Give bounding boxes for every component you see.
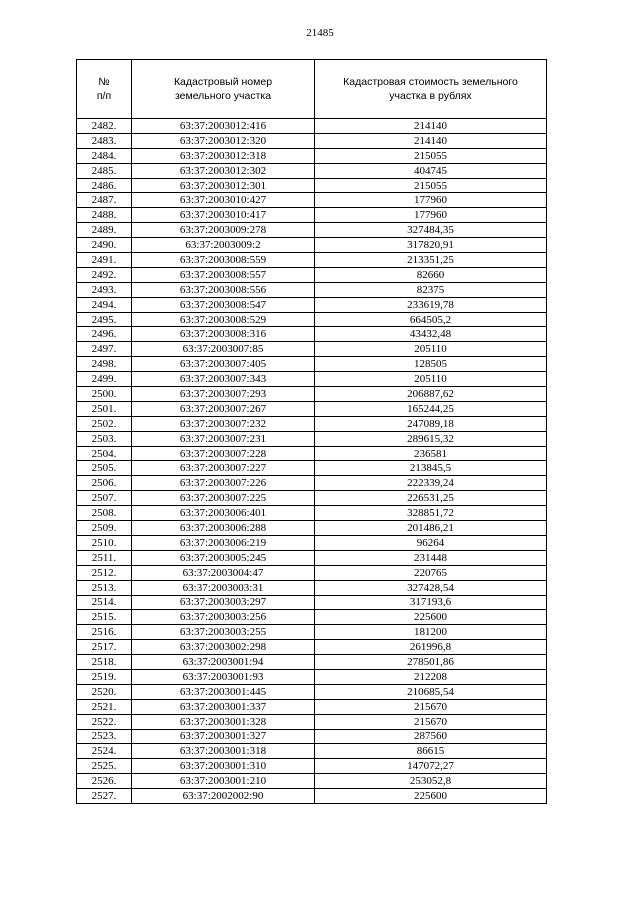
row-number-cell: 2492. (77, 267, 132, 282)
cadastral-value-cell: 181200 (315, 625, 547, 640)
header-cadastral-value-line-2: участка в рублях (389, 90, 472, 102)
cadastral-value-cell: 261996,8 (315, 640, 547, 655)
header-cadastral-number (132, 60, 315, 119)
table-row (77, 521, 547, 536)
cadastral-number-cell: 63:37:2003001:310 (132, 759, 315, 774)
cadastral-value-cell: 86615 (315, 744, 547, 759)
cadastral-value-cell: 215670 (315, 714, 547, 729)
cadastral-value-cell: 165244,25 (315, 401, 547, 416)
cadastral-number-cell: 63:37:2003006:401 (132, 506, 315, 521)
table-row (77, 238, 547, 253)
cadastral-number-cell: 63:37:2003008:316 (132, 327, 315, 342)
cadastral-value-cell: 327484,35 (315, 223, 547, 238)
cadastral-value-cell: 215055 (315, 178, 547, 193)
row-number-cell: 2485. (77, 163, 132, 178)
row-number-cell: 2484. (77, 148, 132, 163)
row-number-cell: 2521. (77, 699, 132, 714)
table-row (77, 610, 547, 625)
row-number-cell: 2494. (77, 297, 132, 312)
table-row (77, 223, 547, 238)
cadastral-number-cell: 63:37:2003010:417 (132, 208, 315, 223)
row-number-cell: 2508. (77, 506, 132, 521)
table-row (77, 565, 547, 580)
cadastral-value-cell: 212208 (315, 669, 547, 684)
cadastral-number-cell: 63:37:2003001:210 (132, 774, 315, 789)
row-number-cell: 2504. (77, 446, 132, 461)
cadastral-value-cell: 287560 (315, 729, 547, 744)
cadastral-number-cell: 63:37:2003007:226 (132, 476, 315, 491)
table-row (77, 178, 547, 193)
cadastral-value-cell: 214140 (315, 119, 547, 134)
header-number (77, 60, 132, 119)
cadastral-value-cell: 205110 (315, 342, 547, 357)
row-number-cell: 2486. (77, 178, 132, 193)
row-number-cell: 2507. (77, 491, 132, 506)
cadastral-number-cell: 63:37:2003007:343 (132, 372, 315, 387)
row-number-cell: 2523. (77, 729, 132, 744)
table-row (77, 163, 547, 178)
cadastral-value-cell: 253052,8 (315, 774, 547, 789)
row-number-cell: 2499. (77, 372, 132, 387)
cadastral-value-cell: 213845,5 (315, 461, 547, 476)
cadastral-value-cell: 215055 (315, 148, 547, 163)
cadastral-number-cell: 63:37:2003008:547 (132, 297, 315, 312)
cadastral-value-cell: 247089,18 (315, 416, 547, 431)
cadastral-value-cell: 225600 (315, 789, 547, 804)
table-row (77, 208, 547, 223)
row-number-cell: 2490. (77, 238, 132, 253)
cadastral-value-cell: 231448 (315, 550, 547, 565)
row-number-cell: 2520. (77, 684, 132, 699)
row-number-cell: 2489. (77, 223, 132, 238)
row-number-cell: 2482. (77, 119, 132, 134)
table-row (77, 327, 547, 342)
cadastral-number-cell: 63:37:2003008:559 (132, 253, 315, 268)
cadastral-value-cell: 177960 (315, 193, 547, 208)
header-cadastral-number-line-2: земельного участка (174, 90, 272, 102)
table-row (77, 431, 547, 446)
cadastral-number-cell: 63:37:2003010:427 (132, 193, 315, 208)
row-number-cell: 2511. (77, 550, 132, 565)
table-row (77, 699, 547, 714)
table-row (77, 476, 547, 491)
cadastral-number-cell: 63:37:2003009:278 (132, 223, 315, 238)
cadastral-number-cell: 63:37:2003009:2 (132, 238, 315, 253)
row-number-cell: 2512. (77, 565, 132, 580)
cadastral-number-cell: 63:37:2003007:231 (132, 431, 315, 446)
cadastral-number-cell: 63:37:2003007:267 (132, 401, 315, 416)
row-number-cell: 2483. (77, 133, 132, 148)
table-row (77, 133, 547, 148)
cadastral-value-cell: 226531,25 (315, 491, 547, 506)
table-row (77, 789, 547, 804)
cadastral-value-cell: 96264 (315, 535, 547, 550)
header-cadastral-number-line-1: Кадастровый номер (173, 76, 273, 88)
cadastral-number-cell: 63:37:2003007:232 (132, 416, 315, 431)
cadastral-number-cell: 63:37:2003001:445 (132, 684, 315, 699)
cadastral-value-cell: 222339,24 (315, 476, 547, 491)
row-number-cell: 2525. (77, 759, 132, 774)
cadastral-value-cell: 317820,91 (315, 238, 547, 253)
row-number-cell: 2496. (77, 327, 132, 342)
table-row (77, 759, 547, 774)
cadastral-number-cell: 63:37:2003012:301 (132, 178, 315, 193)
cadastral-number-cell: 63:37:2003001:318 (132, 744, 315, 759)
cadastral-number-cell: 63:37:2003007:405 (132, 357, 315, 372)
cadastral-value-cell: 177960 (315, 208, 547, 223)
cadastral-value-cell: 128505 (315, 357, 547, 372)
table-row (77, 357, 547, 372)
cadastral-value-cell: 289615,32 (315, 431, 547, 446)
cadastral-value-cell: 205110 (315, 372, 547, 387)
cadastral-number-cell: 63:37:2003007:293 (132, 387, 315, 402)
row-number-cell: 2515. (77, 610, 132, 625)
row-number-cell: 2498. (77, 357, 132, 372)
table-row (77, 655, 547, 670)
table-row (77, 193, 547, 208)
table-row (77, 625, 547, 640)
row-number-cell: 2493. (77, 282, 132, 297)
cadastral-number-cell: 63:37:2003007:85 (132, 342, 315, 357)
row-number-cell: 2527. (77, 789, 132, 804)
cadastral-value-cell: 214140 (315, 133, 547, 148)
row-number-cell: 2487. (77, 193, 132, 208)
cadastral-number-cell: 63:37:2003005:245 (132, 550, 315, 565)
row-number-cell: 2522. (77, 714, 132, 729)
row-number-cell: 2505. (77, 461, 132, 476)
cadastral-number-cell: 63:37:2003001:94 (132, 655, 315, 670)
cadastral-value-cell: 233619,78 (315, 297, 547, 312)
cadastral-number-cell: 63:37:2003007:227 (132, 461, 315, 476)
cadastral-number-cell: 63:37:2003007:228 (132, 446, 315, 461)
row-number-cell: 2514. (77, 595, 132, 610)
page-number: 21485 (306, 27, 334, 39)
cadastral-value-cell: 664505,2 (315, 312, 547, 327)
table-row (77, 640, 547, 655)
row-number-cell: 2513. (77, 580, 132, 595)
cadastral-value-cell: 225600 (315, 610, 547, 625)
cadastral-number-cell: 63:37:2003003:297 (132, 595, 315, 610)
table-body (77, 119, 547, 804)
table-row (77, 297, 547, 312)
table-row (77, 312, 547, 327)
cadastral-value-cell: 206887,62 (315, 387, 547, 402)
header-number-line-1: № (98, 76, 110, 88)
cadastral-value-cell: 317193,6 (315, 595, 547, 610)
cadastral-number-cell: 63:37:2003002:298 (132, 640, 315, 655)
table-row (77, 401, 547, 416)
row-number-cell: 2488. (77, 208, 132, 223)
row-number-cell: 2509. (77, 521, 132, 536)
cadastral-number-cell: 63:37:2003008:529 (132, 312, 315, 327)
cadastral-number-cell: 63:37:2003006:219 (132, 535, 315, 550)
table-row (77, 446, 547, 461)
cadastral-value-cell: 213351,25 (315, 253, 547, 268)
row-number-cell: 2506. (77, 476, 132, 491)
row-number-cell: 2500. (77, 387, 132, 402)
row-number-cell: 2518. (77, 655, 132, 670)
cadastral-value-cell: 328851,72 (315, 506, 547, 521)
cadastral-value-cell: 327428,54 (315, 580, 547, 595)
table-row (77, 595, 547, 610)
row-number-cell: 2519. (77, 669, 132, 684)
table-row (77, 774, 547, 789)
row-number-cell: 2517. (77, 640, 132, 655)
table-row (77, 744, 547, 759)
table-header (77, 60, 547, 119)
row-number-cell: 2497. (77, 342, 132, 357)
cadastral-number-cell: 63:37:2003012:318 (132, 148, 315, 163)
header-cadastral-value (315, 60, 547, 119)
row-number-cell: 2495. (77, 312, 132, 327)
row-number-cell: 2502. (77, 416, 132, 431)
cadastral-table (76, 59, 547, 804)
table-row (77, 372, 547, 387)
cadastral-number-cell: 63:37:2003001:337 (132, 699, 315, 714)
cadastral-number-cell: 63:37:2003001:328 (132, 714, 315, 729)
cadastral-value-cell: 404745 (315, 163, 547, 178)
table-row (77, 461, 547, 476)
table-row (77, 535, 547, 550)
cadastral-number-cell: 63:37:2002002:90 (132, 789, 315, 804)
cadastral-number-cell: 63:37:2003006:288 (132, 521, 315, 536)
cadastral-value-cell: 220765 (315, 565, 547, 580)
cadastral-number-cell: 63:37:2003003:256 (132, 610, 315, 625)
row-number-cell: 2503. (77, 431, 132, 446)
cadastral-value-cell: 201486,21 (315, 521, 547, 536)
table-row (77, 119, 547, 134)
cadastral-value-cell: 236581 (315, 446, 547, 461)
table-row (77, 729, 547, 744)
table-row (77, 491, 547, 506)
cadastral-number-cell: 63:37:2003012:320 (132, 133, 315, 148)
row-number-cell: 2526. (77, 774, 132, 789)
cadastral-number-cell: 63:37:2003003:31 (132, 580, 315, 595)
table-row (77, 267, 547, 282)
cadastral-number-cell: 63:37:2003001:327 (132, 729, 315, 744)
header-row (77, 60, 547, 119)
table-row (77, 580, 547, 595)
cadastral-value-cell: 147072,27 (315, 759, 547, 774)
row-number-cell: 2516. (77, 625, 132, 640)
row-number-cell: 2524. (77, 744, 132, 759)
cadastral-number-cell: 63:37:2003012:416 (132, 119, 315, 134)
cadastral-number-cell: 63:37:2003004:47 (132, 565, 315, 580)
cadastral-number-cell: 63:37:2003001:93 (132, 669, 315, 684)
cadastral-value-cell: 215670 (315, 699, 547, 714)
cadastral-number-cell: 63:37:2003008:557 (132, 267, 315, 282)
cadastral-value-cell: 210685,54 (315, 684, 547, 699)
header-cadastral-value-line-1: Кадастровая стоимость земельного (343, 76, 518, 88)
table-row (77, 342, 547, 357)
cadastral-value-cell: 82375 (315, 282, 547, 297)
row-number-cell: 2491. (77, 253, 132, 268)
cadastral-value-cell: 82660 (315, 267, 547, 282)
table-row (77, 550, 547, 565)
table-row (77, 253, 547, 268)
cadastral-number-cell: 63:37:2003008:556 (132, 282, 315, 297)
cadastral-value-cell: 43432,48 (315, 327, 547, 342)
table-row (77, 714, 547, 729)
table-row (77, 416, 547, 431)
table-row (77, 282, 547, 297)
table-row (77, 506, 547, 521)
table-row (77, 387, 547, 402)
cadastral-number-cell: 63:37:2003003:255 (132, 625, 315, 640)
header-number-line-2: п/п (96, 90, 112, 102)
row-number-cell: 2501. (77, 401, 132, 416)
table-row (77, 148, 547, 163)
table-row (77, 684, 547, 699)
row-number-cell: 2510. (77, 535, 132, 550)
cadastral-value-cell: 278501,86 (315, 655, 547, 670)
cadastral-number-cell: 63:37:2003007:225 (132, 491, 315, 506)
table-row (77, 669, 547, 684)
cadastral-number-cell: 63:37:2003012:302 (132, 163, 315, 178)
